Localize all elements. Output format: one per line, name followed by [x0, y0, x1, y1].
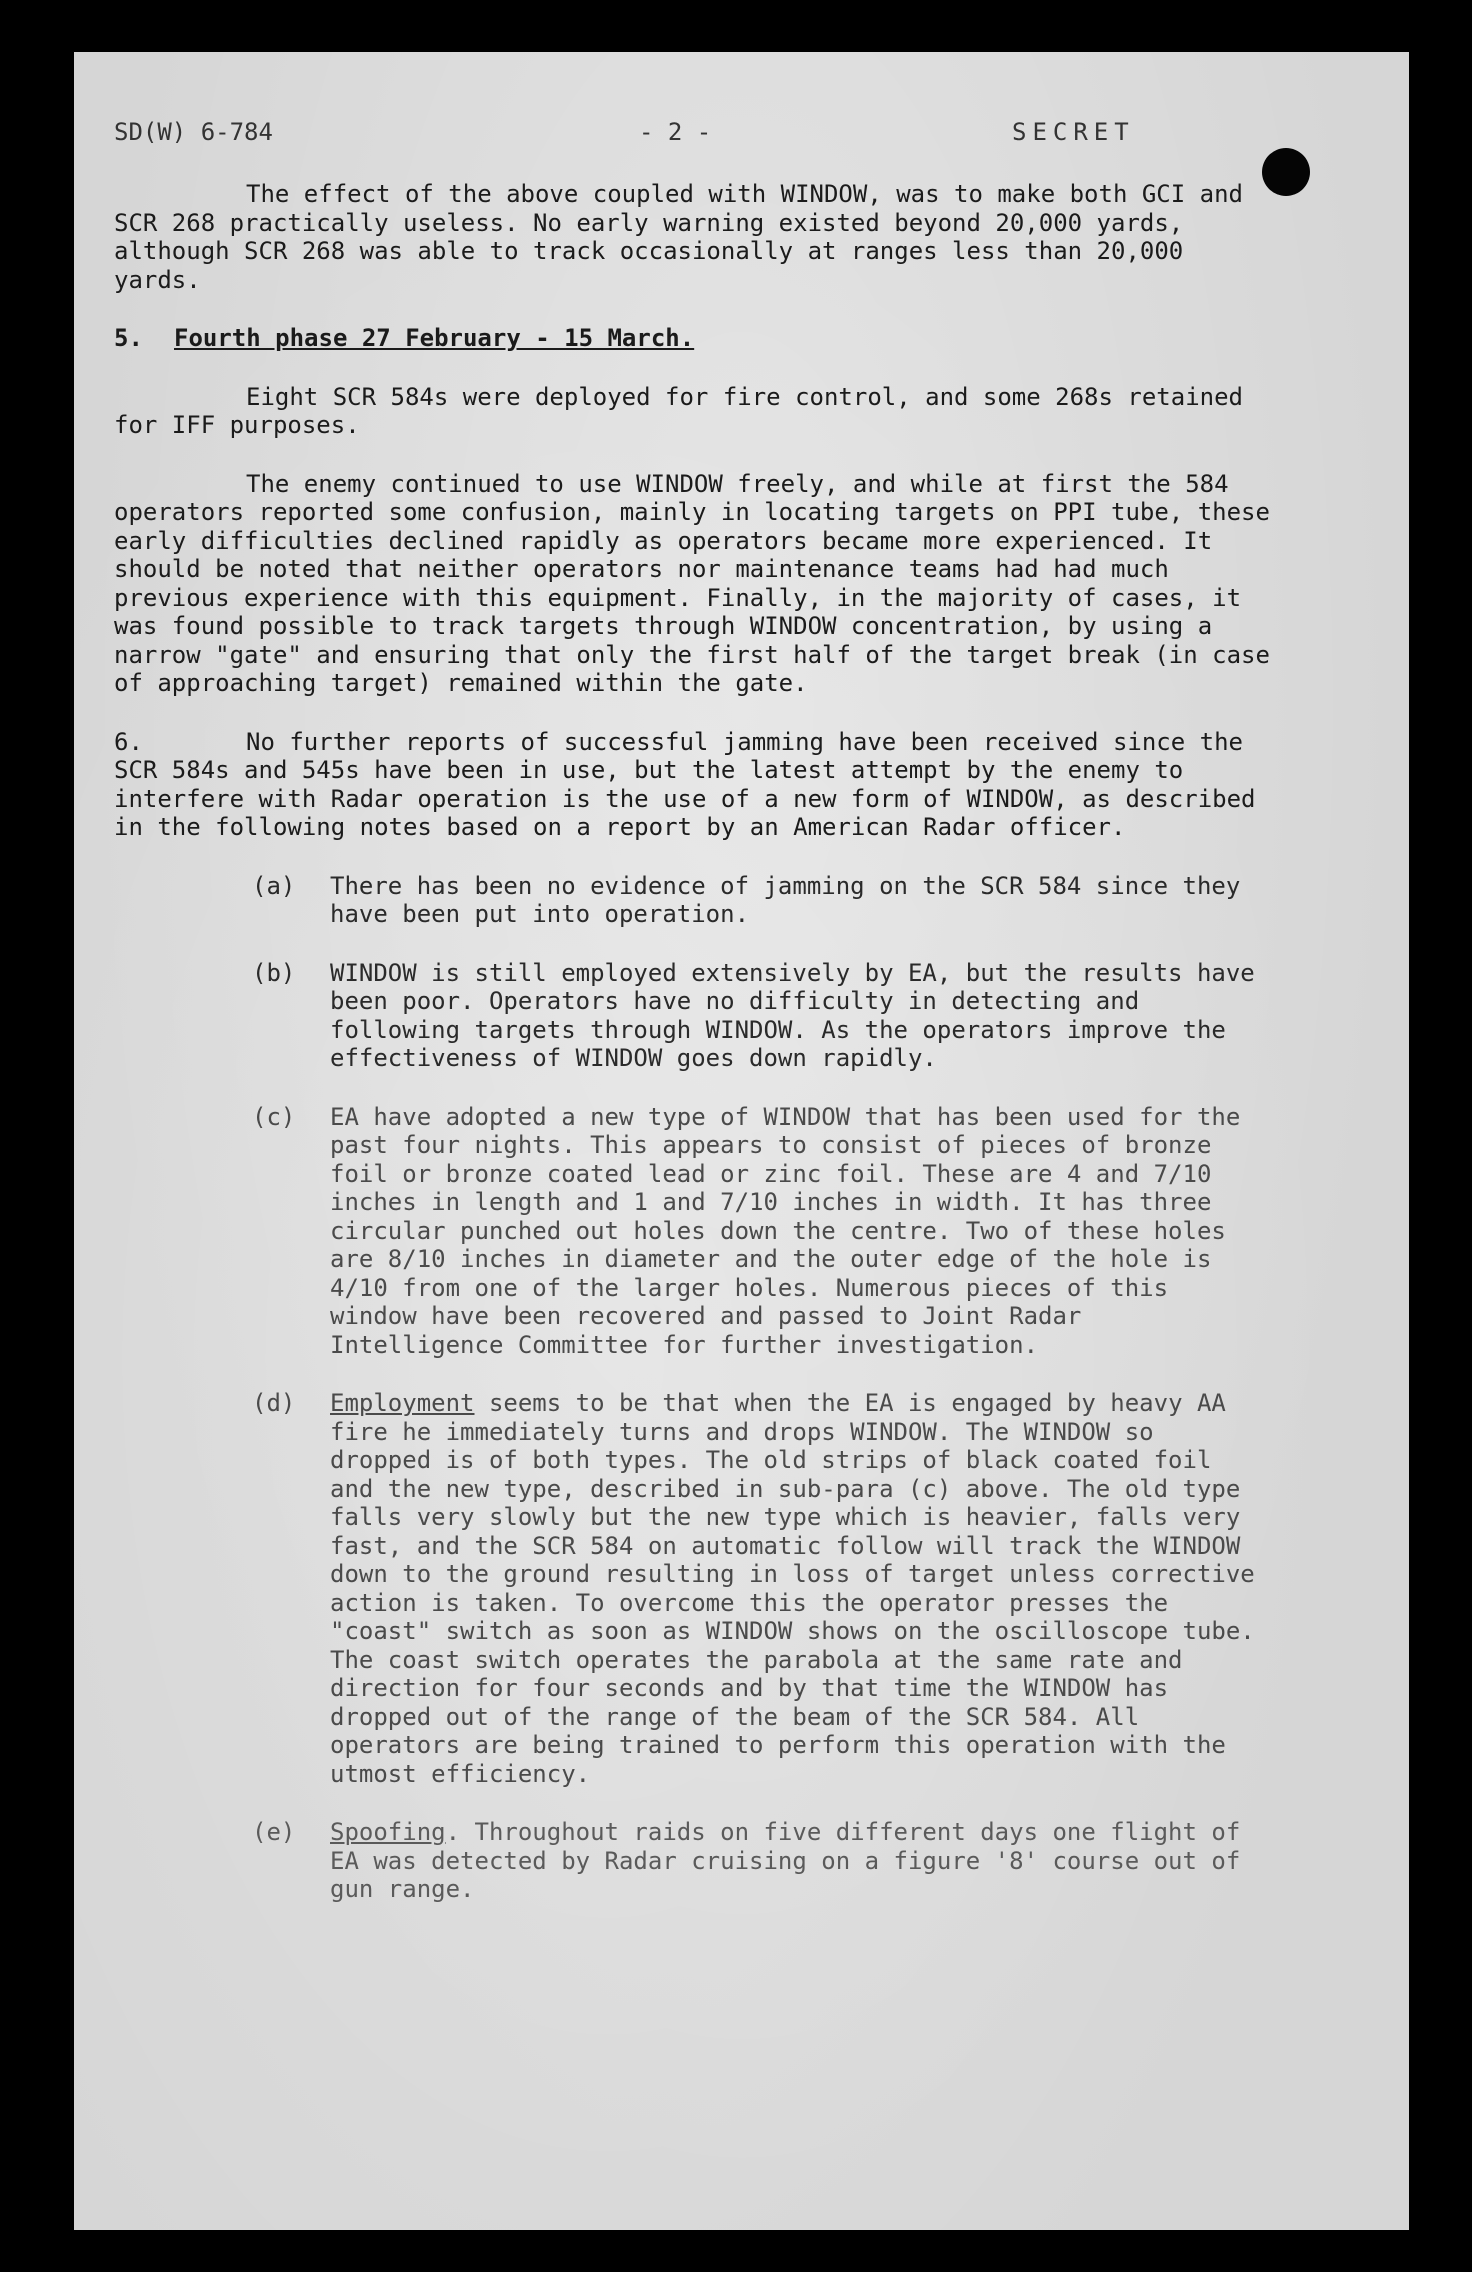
section-5-number: 5.: [114, 324, 143, 352]
subitem-c: [252, 1103, 1262, 1360]
document-reference: SD(W) 6-784: [114, 118, 273, 146]
section-6-number: 6.: [114, 727, 143, 756]
subitem-a: [252, 872, 1262, 929]
subitem-label: (d): [252, 1389, 296, 1417]
subitem-text: There has been no evidence of jamming on the SCR 584 since they have been put into operation.: [330, 871, 1241, 928]
subitem-text: . Throughout raids on five different days one flight of EA was detected by Radar cruising on a figure '8' course out of gun range.: [330, 1818, 1241, 1903]
page-header: [114, 118, 1369, 158]
section-5-paragraph-1: Eight SCR 584s were deployed for fire control, and some 268s retained for IFF purposes.: [114, 382, 1258, 439]
subitem-body: [330, 1818, 1262, 1904]
subitem-b: [252, 959, 1262, 1073]
section-6-text: No further reports of successful jamming have been received since the SCR 584s and 545s have been in use, but the latest attempt by the enemy to interfere with Radar operation is the use of a new form of WINDOW, as described in the following notes based on a report by an American Radar officer.: [114, 727, 1270, 841]
subitem-d: [252, 1389, 1262, 1788]
page-number: - 2 -: [639, 118, 712, 146]
subitem-e: [252, 1818, 1262, 1904]
subitem-label: (b): [252, 958, 296, 987]
subitem-label: (e): [252, 1818, 296, 1846]
subitem-text: WINDOW is still employed extensively by EA, but the results have been poor. Operators have no difficulty in detecting and following targets through WINDOW. As the operators improve the effectiveness of WINDOW goes down rapidly.: [330, 958, 1255, 1072]
intro-paragraph: The effect of the above coupled with WINDOW, was to make both GCI and SCR 268 practically useless. No early warning existed beyond 20,000 yards, although SCR 268 was able to track occasionally at ranges less than 20,000 yards.: [114, 180, 1258, 294]
subitem-lead: Employment: [330, 1389, 475, 1417]
document-page: [74, 52, 1409, 2230]
section-5-heading: [114, 324, 1274, 353]
subitem-text: seems to be that when the EA is engaged by heavy AA fire he immediately turns and drops WINDOW. The WINDOW so dropped is of both types. The old strips of black coated foil and the new type, described in sub-para (c) above. The old type falls very slowly but the new type which is heavier, falls very fast, and the SCR 584 on automatic follow will track the WINDOW down to the ground resulting in loss of target unless corrective action is taken. To overcome this the operator presses the "coast" switch as soon as WINDOW shows on the oscilloscope tube. The coast switch operates the parabola at the same rate and direction for four seconds and by that time the WINDOW has dropped out of the range of the beam of the SCR 584. All operators are being trained to perform this operation with the utmost efficiency.: [330, 1389, 1255, 1788]
subitem-lead: Spoofing: [330, 1818, 446, 1846]
subitem-body: [330, 1389, 1262, 1788]
classification-marking: SECRET: [1012, 118, 1135, 146]
section-6-paragraph: [114, 728, 1274, 842]
subitem-text: EA have adopted a new type of WINDOW that has been used for the past four nights. This appears to consist of pieces of bronze foil or bronze coated lead or zinc foil. These are 4 and 7/10 inches in length and 1 and 7/10 inches in width. It has three circular punched out holes down the centre. Two of these holes are 8/10 inches in diameter and the outer edge of the hole is 4/10 from one of the larger holes. Numerous pieces of this window have been recovered and passed to Joint Radar Intelligence Committee for further investigation.: [330, 1102, 1241, 1359]
subitem-label: (c): [252, 1102, 296, 1131]
section-5-paragraph-2: The enemy continued to use WINDOW freely, and while at first the 584 operators reported some confusion, mainly in locating targets on PPI tube, these early difficulties declined rapidly as operators became more experienced. It should be noted that neither operators nor maintenance teams had had much previous experience with this equipment. Finally, in the majority of cases, it was found possible to track targets through WINDOW concentration, by using a narrow "gate" and ensuring that only the first half of the target break (in case of approaching target) remained within the gate.: [114, 469, 1285, 697]
document-body: [114, 180, 1285, 1934]
subitem-label: (a): [252, 871, 296, 900]
section-5-title: Fourth phase 27 February - 15 March.: [174, 324, 695, 352]
